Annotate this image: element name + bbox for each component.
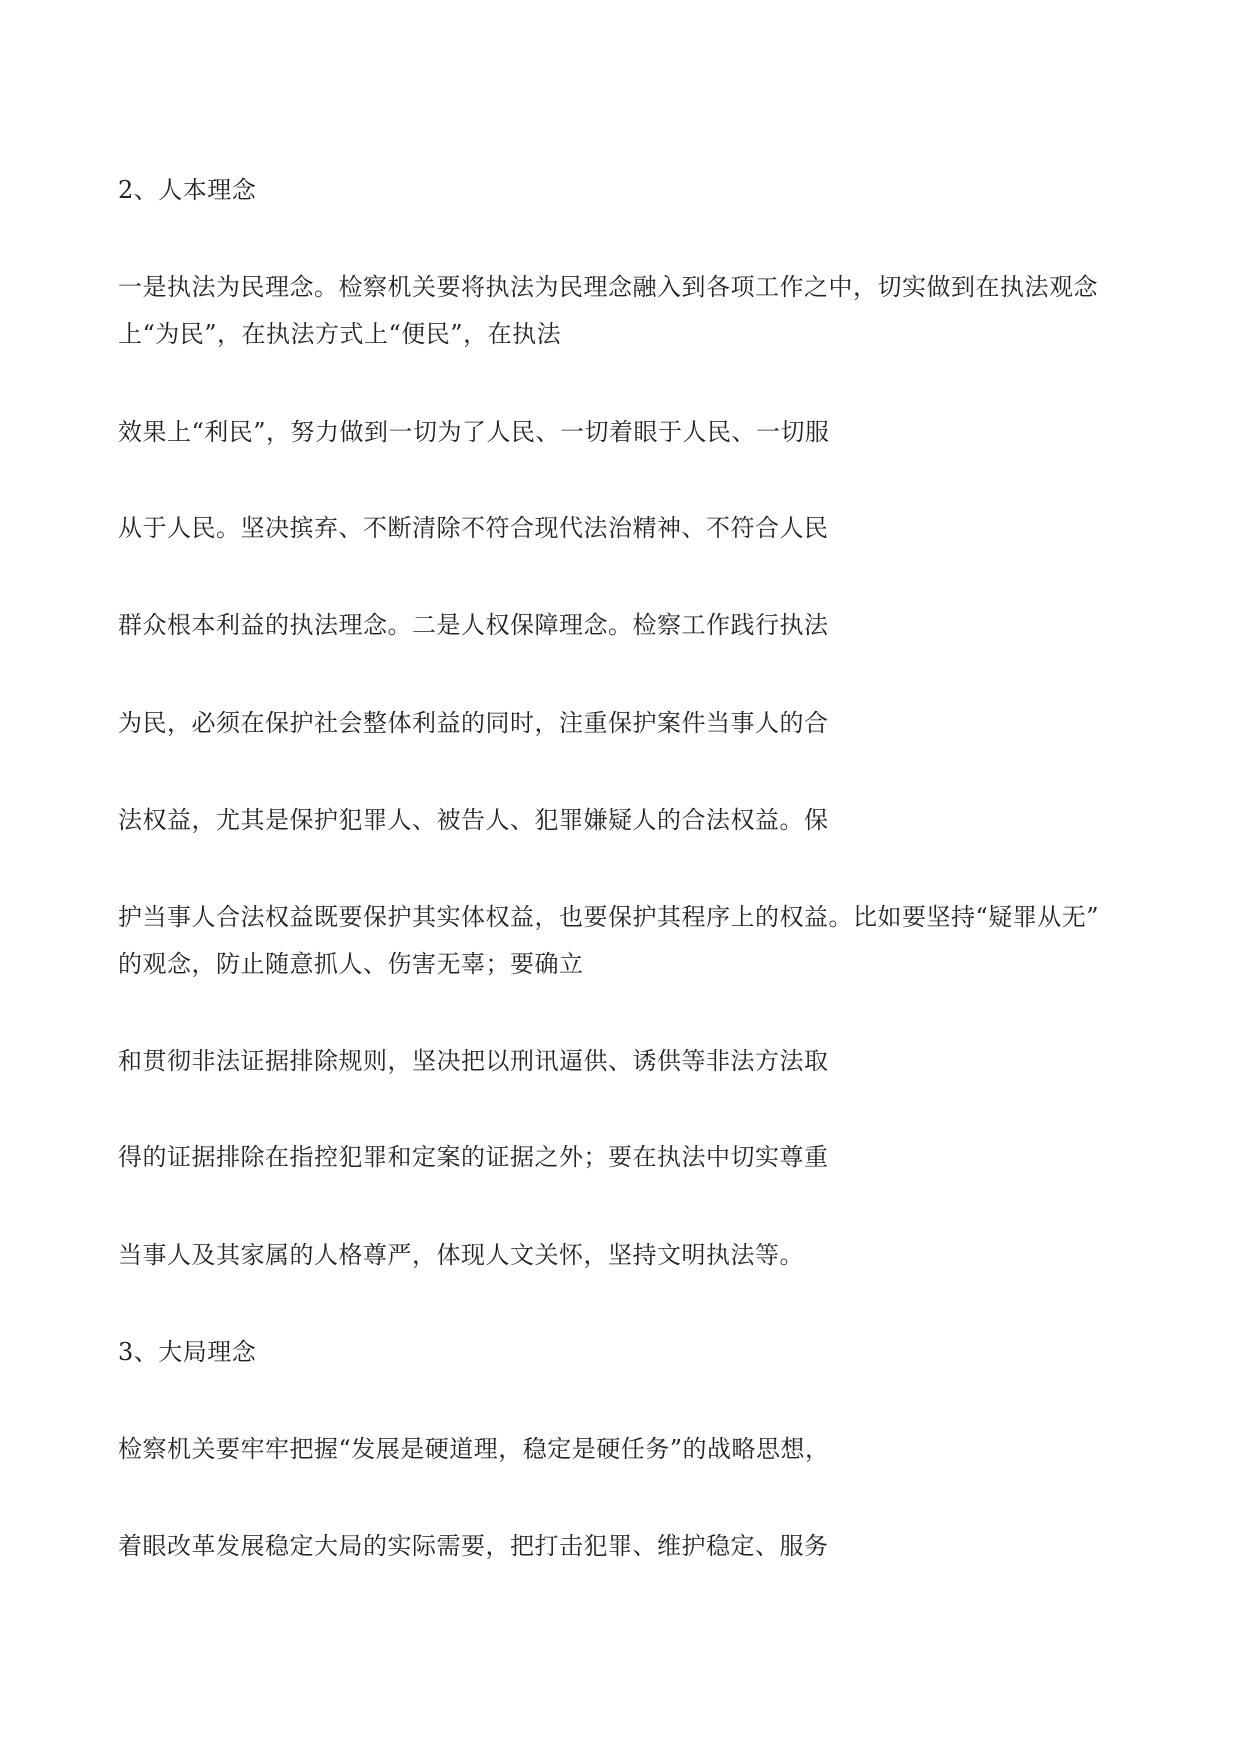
paragraph-line: 的观念，防止随意抓人、伤害无辜；要确立	[118, 950, 584, 978]
paragraph-line: 一是执法为民理念。检察机关要将执法为民理念融入到各项工作之中，切实做到在执法观念	[118, 273, 1098, 301]
paragraph-line: 和贯彻非法证据排除规则，坚决把以刑讯逼供、诱供等非法方法取	[118, 1047, 829, 1075]
paragraph-line: 检察机关要牢牢把握“发展是硬道理，稳定是硬任务”的战略思想，	[118, 1435, 830, 1463]
paragraph-line: 护当事人合法权益既要保护其实体权益，也要保护其程序上的权益。比如要坚持“疑罪从无”	[118, 903, 1100, 931]
paragraph-line: 从于人民。坚决摈弃、不断清除不符合现代法治精神、不符合人民	[118, 514, 829, 542]
paragraph-line: 法权益，尤其是保护犯罪人、被告人、犯罪嫌疑人的合法权益。保	[118, 806, 829, 834]
paragraph-line: 群众根本利益的执法理念。二是人权保障理念。检察工作践行执法	[118, 611, 829, 639]
paragraph-line: 上“为民”，在执法方式上“便民”，在执法	[118, 320, 562, 348]
paragraph-line: 效果上“利民”，努力做到一切为了人民、一切着眼于人民、一切服	[118, 418, 830, 446]
section-heading: 3、大局理念	[118, 1338, 257, 1366]
paragraph-line: 当事人及其家属的人格尊严，体现人文关怀，坚持文明执法等。	[118, 1241, 804, 1269]
section-heading: 2、人本理念	[118, 176, 257, 204]
paragraph-line: 为民，必须在保护社会整体利益的同时，注重保护案件当事人的合	[118, 709, 829, 737]
paragraph-line: 着眼改革发展稳定大局的实际需要，把打击犯罪、维护稳定、服务	[118, 1532, 829, 1560]
paragraph-line: 得的证据排除在指控犯罪和定案的证据之外；要在执法中切实尊重	[118, 1143, 829, 1171]
